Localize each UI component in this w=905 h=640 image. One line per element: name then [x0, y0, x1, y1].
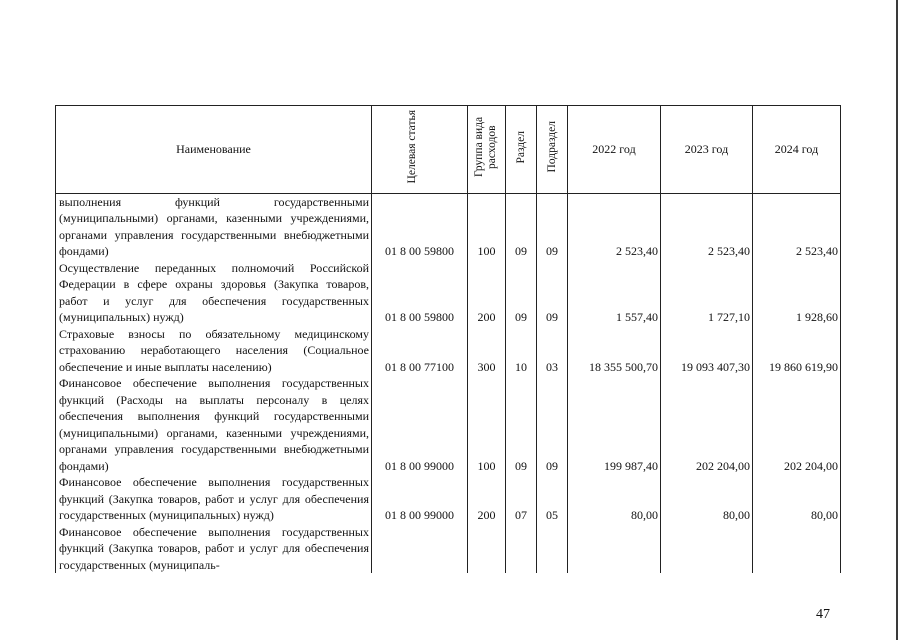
row-2023: 2 523,40: [661, 193, 753, 260]
row-group: 300: [468, 326, 506, 376]
header-2023: 2023 год: [661, 106, 753, 194]
table-row: [56, 474, 841, 524]
row-group: [468, 524, 506, 574]
row-target: 01 8 00 99000: [372, 474, 468, 524]
row-section: 09: [506, 193, 537, 260]
row-group: 100: [468, 375, 506, 474]
table-row: [56, 193, 841, 260]
row-section: 07: [506, 474, 537, 524]
row-name: Финансовое обеспечение выполнения государственных функций (Закупка товаров, работ и услуг для обеспечения государственных (муниципальных) нужд): [56, 474, 372, 524]
row-section: [506, 524, 537, 574]
header-group: Группа вида расходов: [468, 106, 506, 194]
row-target: 01 8 00 99000: [372, 375, 468, 474]
row-name: Финансовое обеспечение выполнения государственных функций (Закупка товаров, работ и услуг для обеспечения государственных (муниципаль-: [56, 524, 372, 574]
row-2024: 80,00: [753, 474, 841, 524]
row-section: 09: [506, 375, 537, 474]
row-name: выполнения функций государственными (муниципальными) органами, казенными учреждениями, органами управления государственными внебюджетными фондами): [56, 193, 372, 260]
row-2022: 80,00: [568, 474, 661, 524]
row-target: 01 8 00 59800: [372, 260, 468, 326]
table-row: [56, 326, 841, 376]
header-section: Раздел: [506, 106, 537, 194]
row-subsection: 05: [537, 474, 568, 524]
row-subsection: 09: [537, 260, 568, 326]
row-group: 200: [468, 260, 506, 326]
row-subsection: 03: [537, 326, 568, 376]
header-2024: 2024 год: [753, 106, 841, 194]
row-2023: 19 093 407,30: [661, 326, 753, 376]
row-name: Осуществление переданных полномочий Российской Федерации в сфере охраны здоровья (Закупка товаров, работ и услуг для обеспечения государственных (муниципальных) нужд): [56, 260, 372, 326]
row-2022: [568, 524, 661, 574]
table-row: [56, 375, 841, 474]
row-target: 01 8 00 77100: [372, 326, 468, 376]
row-2023: 1 727,10: [661, 260, 753, 326]
row-2024: [753, 524, 841, 574]
header-target: Целевая статья: [372, 106, 468, 194]
header-subsection: Подраздел: [537, 106, 568, 194]
table-header-row: [56, 106, 841, 194]
row-section: 09: [506, 260, 537, 326]
row-2023: 202 204,00: [661, 375, 753, 474]
row-subsection: 09: [537, 375, 568, 474]
header-name: Наименование: [56, 106, 372, 194]
row-2024: 19 860 619,90: [753, 326, 841, 376]
row-2024: 202 204,00: [753, 375, 841, 474]
row-subsection: [537, 524, 568, 574]
row-section: 10: [506, 326, 537, 376]
row-subsection: 09: [537, 193, 568, 260]
row-name: Страховые взносы по обязательному медицинскому страхованию неработающего населения (Социальное обеспечение и иные выплаты населению): [56, 326, 372, 376]
row-group: 200: [468, 474, 506, 524]
row-2022: 2 523,40: [568, 193, 661, 260]
row-2023: [661, 524, 753, 574]
table-row: [56, 260, 841, 326]
row-2022: 1 557,40: [568, 260, 661, 326]
row-name: Финансовое обеспечение выполнения государственных функций (Расходы на выплаты персоналу в целях обеспечения выполнения функций государственными (муниципальными) органами, казенными учреждениями, органами управления государственными внебюджетными фондами): [56, 375, 372, 474]
table-row: [56, 524, 841, 574]
row-target: [372, 524, 468, 574]
row-target: 01 8 00 59800: [372, 193, 468, 260]
row-2023: 80,00: [661, 474, 753, 524]
budget-table: [55, 105, 841, 573]
row-2024: 1 928,60: [753, 260, 841, 326]
page-number: 47: [816, 607, 830, 622]
row-group: 100: [468, 193, 506, 260]
row-2024: 2 523,40: [753, 193, 841, 260]
row-2022: 18 355 500,70: [568, 326, 661, 376]
header-2022: 2022 год: [568, 106, 661, 194]
page-edge-line: [896, 0, 898, 640]
row-2022: 199 987,40: [568, 375, 661, 474]
